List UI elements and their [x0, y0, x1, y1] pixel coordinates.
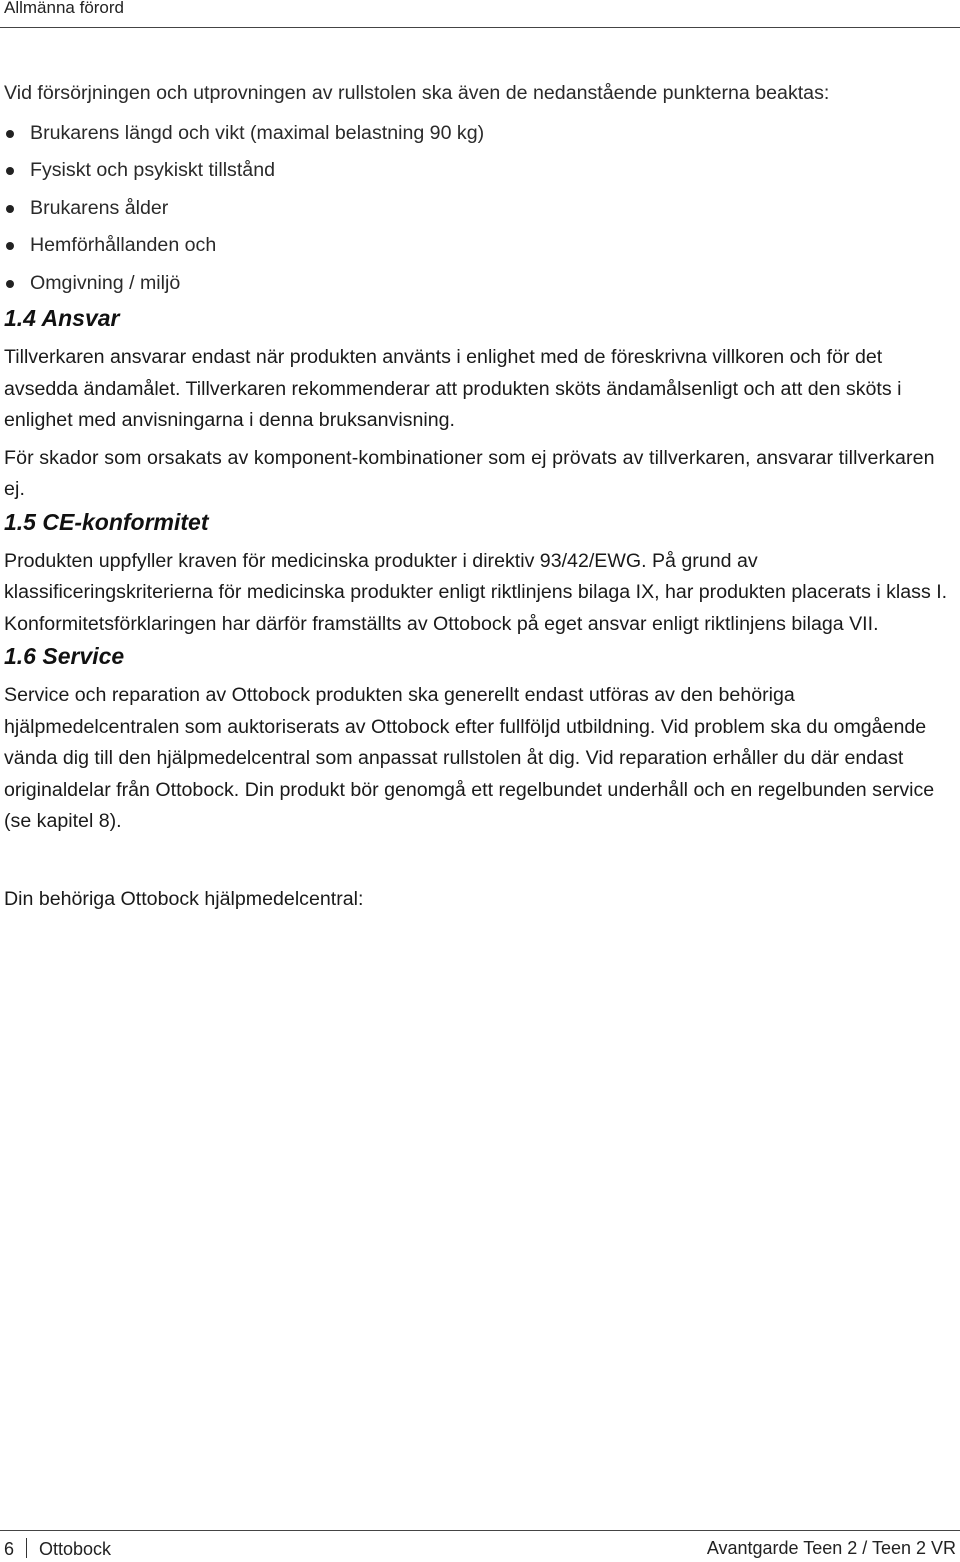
running-head: Allmänna förord — [4, 0, 125, 17]
considerations-list — [4, 115, 959, 303]
ce-paragraph: Produkten uppfyller kraven för medicinska produkter i direktiv 93/42/EWG. På grund av klassificeringskriterierna för medicinska produkter enligt riktlinjens bilaga IX, har produkten placerats i klass I. Konformitetsförklaringen har därför framställts av Ottobock på eget ansvar enligt riktlinjens bilaga VII. — [4, 549, 948, 635]
list-item: Brukarens längd och vikt (maximal belastning 90 kg) — [4, 115, 959, 153]
footer-product-name: Avantgarde Teen 2 / Teen 2 VR — [706, 1538, 956, 1558]
section-heading-ce: 1.5 CE-konformitet — [4, 508, 209, 535]
intro-paragraph: Vid försörjningen och utprovningen av rullstolen ska även de nedanstående punkterna beaktas: — [4, 82, 830, 104]
section-heading-service: 1.6 Service — [4, 643, 125, 669]
service-contact-label: Din behöriga Ottobock hjälpmedelcentral: — [4, 887, 364, 910]
page-footer — [4, 1538, 956, 1560]
list-item: Fysiskt och psykiskt tillstånd — [4, 152, 959, 190]
list-item: Hemförhållanden och — [4, 227, 959, 265]
page-content — [4, 78, 959, 915]
ansvar-paragraph-2: För skador som orsakats av komponent-kombinationer som ej prövats av tillverkaren, ansvarar tillverkaren ej. — [4, 446, 935, 500]
list-item: Brukarens ålder — [4, 190, 959, 228]
page-number: 6 — [4, 1539, 15, 1559]
section-heading-ansvar: 1.4 Ansvar — [4, 305, 120, 331]
ansvar-paragraph: Tillverkaren ansvarar endast när produkten använts i enlighet med de föreskrivna villkoren och för det avsedda ändamålet. Tillverkaren rekommenderar att produkten sköts ändamålsenligt och att den sköts i enlighet med anvisningarna i denna bruksanvisning. — [4, 346, 902, 431]
footer-brand: Ottobock — [39, 1539, 112, 1559]
service-paragraph: Service och reparation av Ottobock produkten ska generellt endast utföras av den behöriga hjälpmedelcentralen som auktoriserats av Ottobock efter fullföljd utbildning. Vid problem ska du omgående vända dig till den hjälpmedelcentral som anpassat rullstolen åt dig. Vid reparation erhåller du där endast originaldelar från Ottobock. Din produkt bör genomgå ett regelbundet underhåll och en regelbunden service (se kapitel 8). — [4, 684, 935, 832]
list-item: Omgivning / miljö — [4, 265, 959, 303]
footer-separator — [26, 1538, 27, 1558]
footer-divider — [0, 1530, 960, 1531]
header-divider — [0, 27, 960, 28]
